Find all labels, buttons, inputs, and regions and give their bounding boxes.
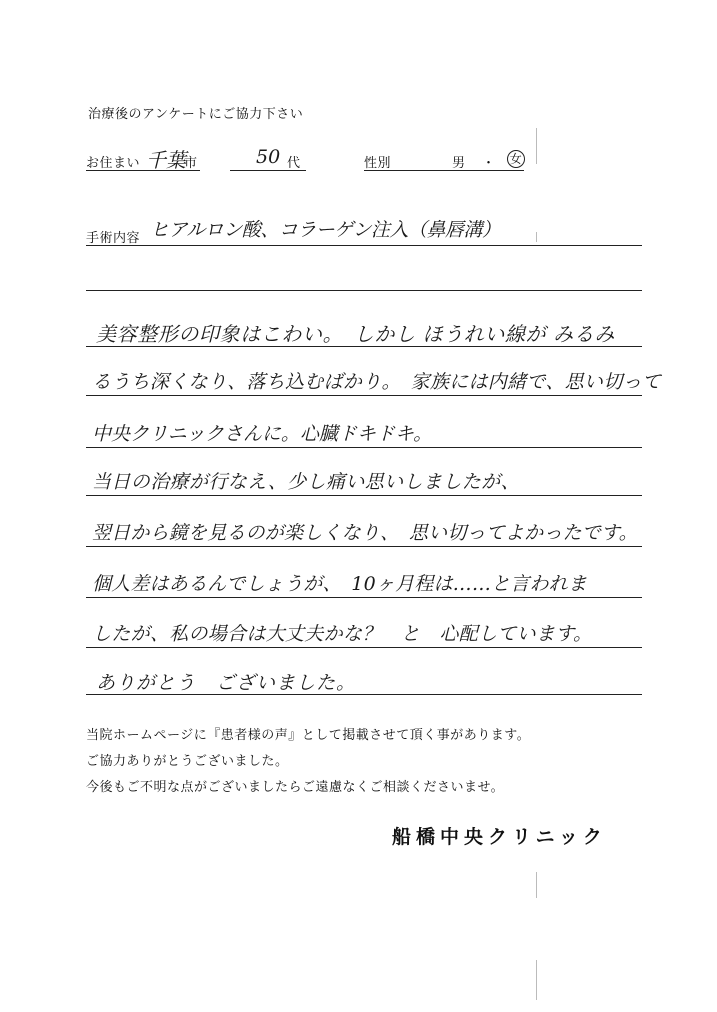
comment-rule-5 xyxy=(86,546,642,547)
comment-line-7: したが、私の場合は大丈夫かな？ と 心配しています。 xyxy=(92,623,593,645)
scan-mark-bottom-2 xyxy=(536,960,537,1000)
procedure-underline xyxy=(86,245,642,246)
comment-rule-3 xyxy=(86,447,642,448)
age-value: 50 xyxy=(256,146,281,168)
comment-line-6: 個人差はあるんでしょうが、 10ヶ月程は……と言われま xyxy=(92,573,588,595)
comment-rule-4 xyxy=(86,495,642,496)
comment-line-3: 中央クリニックさんに。心臓ドキドキ。 xyxy=(92,423,433,445)
residence-label: お住まい xyxy=(86,156,141,171)
gender-male: 男 xyxy=(452,156,466,171)
scan-mark-bottom-1 xyxy=(536,872,537,898)
comment-line-4: 当日の治療が行なえ、少し痛い思いしましたが、 xyxy=(92,471,520,493)
residence-underline xyxy=(86,170,200,171)
age-underline xyxy=(230,170,306,171)
procedure-label: 手術内容 xyxy=(86,231,141,246)
residence-suffix: 市 xyxy=(184,156,198,171)
gender-label: 性別 xyxy=(364,156,392,171)
note-publication: 当院ホームページに『患者様の声』として掲載させて頂く事があります。 xyxy=(86,728,531,743)
residence-value: 千葉 xyxy=(146,148,186,172)
gender-separator: ・ xyxy=(482,156,496,171)
comment-rule-1 xyxy=(86,346,642,347)
note-contact: 今後もご不明な点がございましたらご遠慮なくご相談くださいませ。 xyxy=(86,780,505,795)
blank-line xyxy=(86,290,642,291)
form-title: 治療後のアンケートにご協力下さい xyxy=(88,107,304,122)
scan-mark-mid xyxy=(536,232,537,242)
comment-line-8: ありがとう ございました。 xyxy=(96,672,357,694)
comment-rule-7 xyxy=(86,647,642,648)
age-suffix: 代 xyxy=(287,156,301,171)
clinic-name: 船橋中央クリニック xyxy=(392,826,607,848)
procedure-value: ヒアルロン酸、コラーゲン注入（鼻唇溝） xyxy=(150,219,501,241)
comment-rule-2 xyxy=(86,395,642,396)
gender-underline xyxy=(364,170,524,171)
comment-rule-8 xyxy=(86,694,642,695)
comment-line-1: 美容整形の印象はこわい。 しかし ほうれい線が みるみ xyxy=(96,322,615,346)
comment-line-2: るうち深くなり、落ち込むばかり。 家族には内緒で、思い切って xyxy=(92,371,662,393)
note-thanks: ご協力ありがとうございました。 xyxy=(86,754,289,769)
comment-rule-6 xyxy=(86,597,642,598)
scan-mark-top xyxy=(536,128,537,164)
comment-line-5: 翌日から鏡を見るのが楽しくなり、 思い切ってよかったです。 xyxy=(92,522,638,544)
gender-female: 女 xyxy=(507,150,525,168)
gender-female-circled xyxy=(507,150,525,168)
